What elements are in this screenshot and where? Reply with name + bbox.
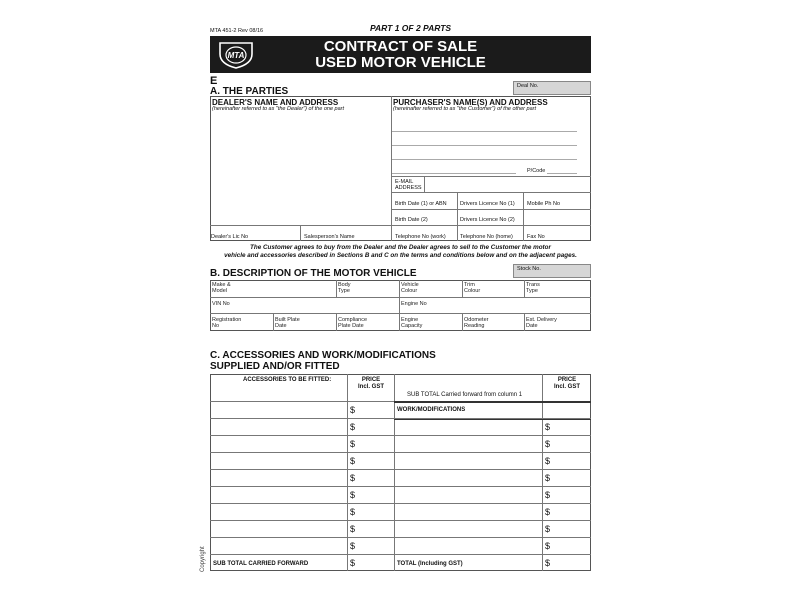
bottom-divider-1 bbox=[300, 225, 301, 241]
licence-1-label[interactable]: Drivers Licence No (1) bbox=[460, 201, 515, 207]
birth-date-1-label[interactable]: Birth Date (1) or ABN bbox=[395, 201, 447, 207]
agreement-line-1: The Customer agrees to buy from the Dealer and the Dealer agrees to sell to the Customer the motor bbox=[250, 244, 551, 251]
salesperson-label[interactable]: Salesperson's Name bbox=[304, 234, 355, 240]
dollar-sign: $ bbox=[350, 524, 356, 534]
fax-label[interactable]: Fax No bbox=[527, 234, 545, 240]
acc-col-div-1 bbox=[347, 374, 348, 571]
vehicle-div bbox=[273, 313, 274, 331]
acc-row-rule bbox=[210, 452, 591, 453]
stock-no-label: Stock No. bbox=[517, 266, 541, 272]
vehicle-div bbox=[399, 280, 400, 297]
vehicle-div bbox=[336, 313, 337, 331]
purchaser-heading: PURCHASER'S NAME(S) AND ADDRESS bbox=[393, 98, 548, 107]
acc-row-rule bbox=[210, 486, 591, 487]
pcode-field[interactable] bbox=[547, 173, 577, 174]
total-label: TOTAL (Including GST) bbox=[397, 561, 463, 567]
purchaser-address-line[interactable] bbox=[392, 159, 577, 160]
licence-2-label[interactable]: Drivers Licence No (2) bbox=[460, 217, 515, 223]
dollar-sign: $ bbox=[350, 439, 356, 449]
acc-row-rule bbox=[210, 435, 591, 436]
vin-cell[interactable]: VIN No bbox=[212, 301, 230, 307]
dollar-sign: $ bbox=[350, 456, 356, 466]
vehicle-div bbox=[524, 280, 525, 297]
dollar-sign: $ bbox=[545, 507, 551, 517]
dollar-sign: $ bbox=[350, 405, 356, 415]
engine-capacity-cell[interactable]: Engine Capacity bbox=[401, 317, 423, 330]
vehicle-colour-cell[interactable]: Vehicle Colour bbox=[401, 282, 419, 295]
accessories-table bbox=[210, 374, 591, 571]
dealer-lic-label[interactable]: Dealer's Lic No bbox=[211, 234, 249, 240]
email-bottom-rule bbox=[391, 192, 591, 193]
deal-no-field[interactable] bbox=[513, 81, 591, 95]
acc-col-div-3 bbox=[542, 374, 543, 571]
acc-row-rule bbox=[210, 469, 591, 470]
dealer-heading: DEALER'S NAME AND ADDRESS bbox=[212, 98, 339, 107]
accessories-header: ACCESSORIES TO BE FITTED: bbox=[243, 377, 332, 383]
acc-row-rule bbox=[210, 520, 591, 521]
vehicle-div bbox=[399, 313, 400, 331]
acc-row-rule bbox=[210, 554, 591, 555]
dollar-sign: $ bbox=[545, 541, 551, 551]
title-line2: USED MOTOR VEHICLE bbox=[315, 54, 486, 71]
section-c-title-2: SUPPLIED AND/OR FITTED bbox=[210, 361, 340, 372]
dollar-sign: $ bbox=[545, 422, 551, 432]
title-line1: CONTRACT OF SALE bbox=[323, 38, 478, 55]
dollar-sign: $ bbox=[545, 490, 551, 500]
vehicle-div bbox=[524, 313, 525, 331]
odometer-cell[interactable]: Odometer Reading bbox=[464, 317, 489, 330]
purchaser-address-line[interactable] bbox=[392, 131, 577, 132]
tel-work-label[interactable]: Telephone No (work) bbox=[395, 234, 446, 240]
price-header-left: PRICE Incl. GST bbox=[357, 377, 384, 390]
email-field[interactable] bbox=[425, 177, 590, 191]
dollar-sign: $ bbox=[545, 473, 551, 483]
work-mod-top-rule bbox=[394, 401, 591, 403]
copyright-label: Copyright bbox=[200, 546, 206, 572]
logo-text: MTA bbox=[227, 51, 245, 60]
acc-col-div-2 bbox=[394, 374, 395, 571]
section-c-title-1: C. ACCESSORIES AND WORK/MODIFICATIONS bbox=[210, 350, 436, 361]
purchaser-address-line[interactable] bbox=[392, 173, 516, 174]
dollar-sign: $ bbox=[545, 524, 551, 534]
email-label-2: ADDRESS bbox=[395, 185, 422, 191]
dealer-sub: (hereinafter referred to as "the Dealer") of the one part bbox=[212, 106, 345, 112]
purchaser-sub: (hereinafter referred to as "the Customer") of the other part bbox=[393, 106, 536, 112]
work-mod-header: WORK/MODIFICATIONS bbox=[397, 407, 466, 413]
bottom-divider-3 bbox=[523, 225, 524, 241]
acc-row-rule bbox=[210, 418, 591, 419]
acc-row-rule bbox=[210, 503, 591, 504]
registration-cell[interactable]: Registration No bbox=[212, 317, 242, 330]
dollar-sign: $ bbox=[545, 456, 551, 466]
section-a-title: A. THE PARTIES bbox=[210, 86, 289, 97]
compliance-plate-cell[interactable]: Compliance Plate Date bbox=[338, 317, 368, 330]
vehicle-div bbox=[399, 297, 400, 313]
bottom-divider-2 bbox=[457, 225, 458, 241]
purchaser-address-line[interactable] bbox=[392, 145, 577, 146]
dollar-sign: $ bbox=[350, 473, 356, 483]
tel-home-label[interactable]: Telephone No (home) bbox=[460, 234, 513, 240]
engine-no-cell[interactable]: Engine No bbox=[401, 301, 427, 307]
vehicle-div bbox=[462, 313, 463, 331]
dollar-sign: $ bbox=[545, 439, 551, 449]
trim-colour-cell[interactable]: Trim Colour bbox=[464, 282, 481, 295]
dollar-sign: $ bbox=[545, 558, 551, 568]
body-type-cell[interactable]: Body Type bbox=[338, 282, 351, 295]
parties-divider bbox=[391, 96, 392, 241]
subtotal-cf-label: SUB TOTAL CARRIED FORWARD bbox=[213, 561, 309, 567]
form-reference: MTA 451-2 Rev 08/16 bbox=[210, 28, 264, 34]
vehicle-div bbox=[336, 280, 337, 297]
vehicle-rule-2 bbox=[210, 313, 591, 314]
subtotal-cf-from-label: SUB TOTAL Carried forward from column 1 bbox=[407, 392, 523, 398]
dollar-sign: $ bbox=[350, 490, 356, 500]
mobile-label[interactable]: Mobile Ph No bbox=[527, 201, 561, 207]
pcode-label: P/Code bbox=[527, 168, 546, 174]
dollar-sign: $ bbox=[350, 541, 356, 551]
agreement-line-2: vehicle and accessories described in Sections B and C on the terms and conditions below and on the adjacent pages. bbox=[224, 252, 577, 259]
vehicle-div bbox=[462, 280, 463, 297]
email-label-1: E-MAIL bbox=[395, 179, 414, 185]
birth-date-2-label[interactable]: Birth Date (2) bbox=[395, 217, 428, 223]
trans-type-cell[interactable]: Trans Type bbox=[526, 282, 540, 295]
acc-row-rule bbox=[210, 537, 591, 538]
form-letter: E bbox=[210, 75, 218, 87]
built-plate-cell[interactable]: Built Plate Date bbox=[275, 317, 300, 330]
vehicle-rule-1 bbox=[210, 297, 591, 298]
title-banner bbox=[210, 36, 591, 73]
dollar-sign: $ bbox=[350, 422, 356, 432]
price-header-right: PRICE Incl. GST bbox=[553, 377, 580, 390]
bottom-row-rule bbox=[210, 225, 591, 226]
dollar-sign: $ bbox=[350, 507, 356, 517]
est-delivery-cell[interactable]: Est. Delivery Date bbox=[526, 317, 557, 330]
stock-no-field[interactable] bbox=[513, 264, 591, 278]
part-label: PART 1 OF 2 PARTS bbox=[370, 23, 452, 33]
id-row-rule bbox=[391, 209, 591, 210]
acc-row-rule bbox=[210, 401, 394, 402]
section-b-title: B. DESCRIPTION OF THE MOTOR VEHICLE bbox=[210, 268, 417, 279]
deal-no-label: Deal No. bbox=[517, 83, 539, 89]
make-model-cell[interactable]: Make & Model bbox=[212, 282, 231, 295]
dollar-sign: $ bbox=[350, 558, 356, 568]
